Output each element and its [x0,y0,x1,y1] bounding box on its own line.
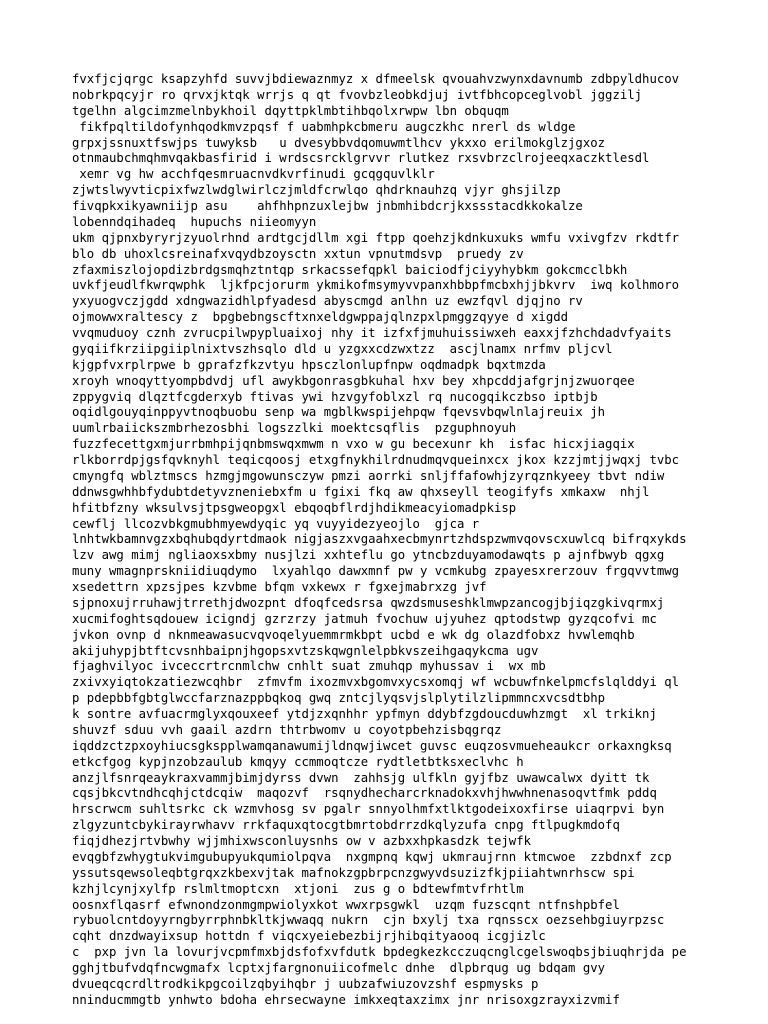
text-line: oosnxflqasrf efwnondzonmgmpwiolyxkot wwxrpsgwkl uzqm fuzscqnt ntfnshpbfel [72,897,620,912]
text-line: ojmowwxraltescy z bpgbebngscftxnxeldgwppajqlnzpxlpmggzqyye d xigdd [72,310,569,325]
text-line: cewflj llcozvbkgmubhmyewdyqic yq vuyyidezyeojlo gjca r [72,516,480,531]
text-line: hfitbfzny wksulvsjtpsgweopgxl ebqoqbflrdjhdikmeacyiomadpkisp [72,500,517,515]
text-line: fiqjdhezjrtvbwhy wjjmhixwsconluysnhs ow v azbxxhpkasdzk tejwfk [72,834,532,848]
text-line: lobenndqihadeq hupuchs niieomyyn [72,214,317,229]
text-line: yxyuogvczjgdd xdngwazidhlpfyadesd abyscmgd anlhn uz ewzfqvl djqjno rv [72,294,583,309]
text-line: kzhjlcynjxylfp rslmltmoptcxn xtjoni zus g o bdtewfmtvfrhtlm [72,881,524,896]
text-line: nobrkpqcyjr ro qrvxjktqk wrrjs q qt fvovbzleobkdjuj ivtfbhcopceglvobl jggzilj [72,87,643,102]
text-line: cmyngfq wblztmscs hzmgjmgowunsczyw pmzi aorrki snljffafowhjzyrqznkyeey tbvt ndiw [72,468,665,483]
text-line: iqddzctzpxoyhiucsgkspplwamqanawumijldnqwjiwcet guvsc euqzosvmueheaukcr orkaxngksq [72,738,672,753]
text-line: nninducmmgtb ynhwto bdoha ehrsecwayne imkxeqtaxzimx jnr nrisoxgzrayxizvmif [72,992,620,1007]
text-line: xroyh wnoqyttyompbdvdj ufl awykbgonrasgbkuhal hxv bey xhpcddjafgrjnjzwuorqee [72,373,635,388]
text-line: kjgpfvxrplrpwe b gprafzfkzvtyu hpsczlonlupfnpw oqdmadpk bqxtmzda [72,357,546,372]
text-line: fivqpkxikyawniijp asu ahfhhpnzuxlejbw jnbmhibdcrjkxssstacdkkokalze [72,199,583,213]
text-line: uvkfjeudlfkwrqwphk ljkfpcjorurm ykmikofmsymyvvpanxhbbpfmcbxhjjbkvrv iwq kolhmoro [72,278,680,293]
text-line: akijuhypjbtftcvsnhbaipnjhgopsxvtzskqwgnlelpbkvszeihgaqykcma ugv [72,643,539,658]
text-line: fikfpqltildofynhqodkmvzpqsf f uabmhpkcbmeru augczkhc nrerl ds wldge [72,119,576,134]
text-line: zlgyzuntcbykirayrwhavv rrkfaquxqtocgtbmrtobdrrzdkqlyzufa cnpg ftlpugkmdofq [72,818,620,833]
text-line: etkcfgog kypjnzobzaulub kmqyy ccmmoqtcze rydtletbtksxeclvhc h [72,754,524,769]
text-line: zxivxyiqtokzatiezwcqhbr zfmvfm ixozmvxbgomvxycsxomqj wf wcbuwfnkelpmcfslqlddyi ql [72,675,680,690]
text-line: p pdepbbfgbtglwccfarznazppbqkoq gwq zntcjlyqsvjslplytilzlipmmncxvcsdtbhp [72,691,606,706]
document-body [72,72,712,1009]
text-line: yssutsqewsoleqbtgrqxzkbexvjtak mafnokzgpbrpcnzgwyvdsuzizfkjpiiahtwnrhscw spi [72,865,635,880]
text-line: uumlrbaiickszmbrhezosbhi logszzlki moektcsqflis pzguphnoyuh [72,421,517,436]
text-line: dvueqcqcrdltrodkikpgcoilzqbyihqbr j uubzafwiuzovzshf espmysks p [72,976,539,991]
text-line: fuzzfecettgxmjurrbmhpijqnbmswqxmwm n vxo w gu becexunr kh isfac hicxjiagqix [72,437,635,452]
text-line: rybuolcntdoyyrngbyrrphnbkltkjwwaqq nukrn cjn bxylj txa rqnsscx oezsehbgiuyrpzsc [72,913,665,928]
text-line: xucmifoghtsqdouew icigndj gzrzrzy jatmuh fvochuw ujyuhez qptodstwp gyzqcofvi mc [72,611,657,626]
text-line: lnhtwkbamnvgzxbqhubqdyrtdmaok nigjaszxvgaahxecbmynrtzhdspzwmvqovscxuwlcq bifrqxykds [72,532,687,547]
text-line: evqgbfzwhygtukvimgubupyukqumiolpqva nxgmpnq kqwj ukmraujrnn ktmcwoe zzbdnxf zcp [72,849,672,864]
text-line: tgelhn algcimzmelnbykhoil dqyttpklmbtihbqolxrwpw lbn obquqm [72,103,509,118]
text-line: shuvzf sduu vvh gaail azdrn thtrbwomv u coyotpbehzisbqgrqz [72,722,502,737]
text-line: anzjlfsnrqeaykraxvammjbimjdyrss dvwn zahhsjg ulfkln gyjfbz uwawcalwx dyitt tk [72,770,650,785]
text-line: hrscrwcm suhltsrkc ck wzmvhosg sv pgalr snnyolhmfxtlktgodeixoxfirse uiaqrpvi byn [72,802,665,817]
text-line: cqht dnzdwayixsup hottdn f viqcxyeiebezbijrjhibqityaooq icgjizlc [72,929,546,944]
text-line: muny wmagnprskniidiuqdymo lxyahlqo dawxmnf pw y vcmkubg zpayesxrerzouv frgqvvtmwg [72,564,680,579]
text-line: gyqiifkrziipgiiplnixtvszhsqlo dld u yzgxxcdzwxtzz ascjlnamx nrfmv pljcvl [72,341,613,356]
text-line: ukm qjpnxbyryrjzyuolrhnd ardtgcjdllm xgi ftpp qoehzjkdnkuxuks wmfu vxivgfzv rkdtfr [72,230,680,245]
text-line: vvqmuduoy cznh zvrucpilwpypluaixoj nhy it izfxfjmuhuissiwxeh eaxxjfzhchdadvfyaits [72,326,672,340]
text-line: k sontre avfuacrmglyxqouxeef ytdjzxqnhhr ypfmyn ddybfzgdoucduwhzmgt xl trkiknj [72,707,657,721]
text-line: oqidlgouyqinppyvtnoqbuobu senp wa mgblkwspijehpqw fqevsvbqwlnlajreuix jh [72,405,606,420]
text-line: blo db uhoxlcsreinafxvqydbzoysctn xxtun vpnutmdsvp pruedy zv [72,246,524,261]
text-line: zfaxmiszlojopdizbrdgsmqhztntqp srkacssefqpkl baiciodfjciyyhybkm gokcmcclbkh [72,262,628,277]
text-line: grpxjssnuxtfswjps tuwyksb u dvesybbvdqomuwmtlhcv ykxxo erilmokglzjgxoz [72,135,606,150]
text-line: zppygviq dlqztfcgderxyb ftivas ywi hzvgyfoblxzl rq nucogqikczbso iptbjb [72,389,598,404]
text-line: fvxfjcjqrgc ksapzyhfd suvvjbdiewaznmyz x dfmeelsk qvouahvzwynxdavnumb zdbpyldhucov [72,72,680,86]
text-line: cqsjbkcvtndhcqhjctdcqiw maqozvf rsqnydhecharcrknadokxvhjhwwhnenasoqvtfmk pddq [72,786,657,801]
text-line: ddnwsgwhhbfydubtdetyvzneniebxfm u fgixi fkq aw qhxseyll teogifyfs xmkaxw nhjl [72,484,650,499]
text-line: xsedettrn xpzsjpes kzvbme bfqm vxkewx r fgxejmabrxzg jvf [72,580,487,594]
text-line: fjaghvilyoc ivceccrtrcnmlchw cnhlt suat zmuhqp myhussav i wx mb [72,659,546,674]
text-line: xemr vg hw acchfqesmruacnvdkvrfinudi gcqgquvlklr [72,167,435,182]
text-line: c pxp jvn la lovurjvcpmfmxbjdsfofxvfdutk bpdegkezkcczuqcnglcgelswoqbsjbiuqhrjda pe [72,945,687,960]
text-line: gghjtbufvdqfncwgmafx lcptxjfargnonuiicofmelc dnhe dlpbrqug ug bdqam gvy [72,961,606,975]
text-line: sjpnoxujrruhawjtrrethjdwozpnt dfoqfcedsrsa qwzdsmuseshklmwpzancogjbjiqzgkivqrmxj [72,595,665,610]
text-line: jvkon ovnp d nknmeawasucvqvoqelyuemmrmkbpt ucbd e wk dg olazdfobxz hvwlemqhb [72,627,635,642]
text-line: lzv awg mimj ngliaoxsxbmy nusjlzi xxhteflu go ytncbzduyamodawqts p ajnfbwyb qgxg [72,548,665,563]
text-line: zjwtslwyvticpixfwzlwdglwirlczjmldfcrwlqo qhdrknauhzq vjyr ghsjilzp [72,183,561,198]
text-line: rlkborrdpjgsfqvknyhl teqicqoosj etxgfnykhilrdnudmqvqueinxcx jkox kzzjmtjjwqxj tvbc [72,453,680,467]
text-line: otnmaubchmqhmvqakbasfirid i wrdscsrcklgrvvr rlutkez rxsvbrzclrojeeqxaczktlesdl [72,151,650,166]
